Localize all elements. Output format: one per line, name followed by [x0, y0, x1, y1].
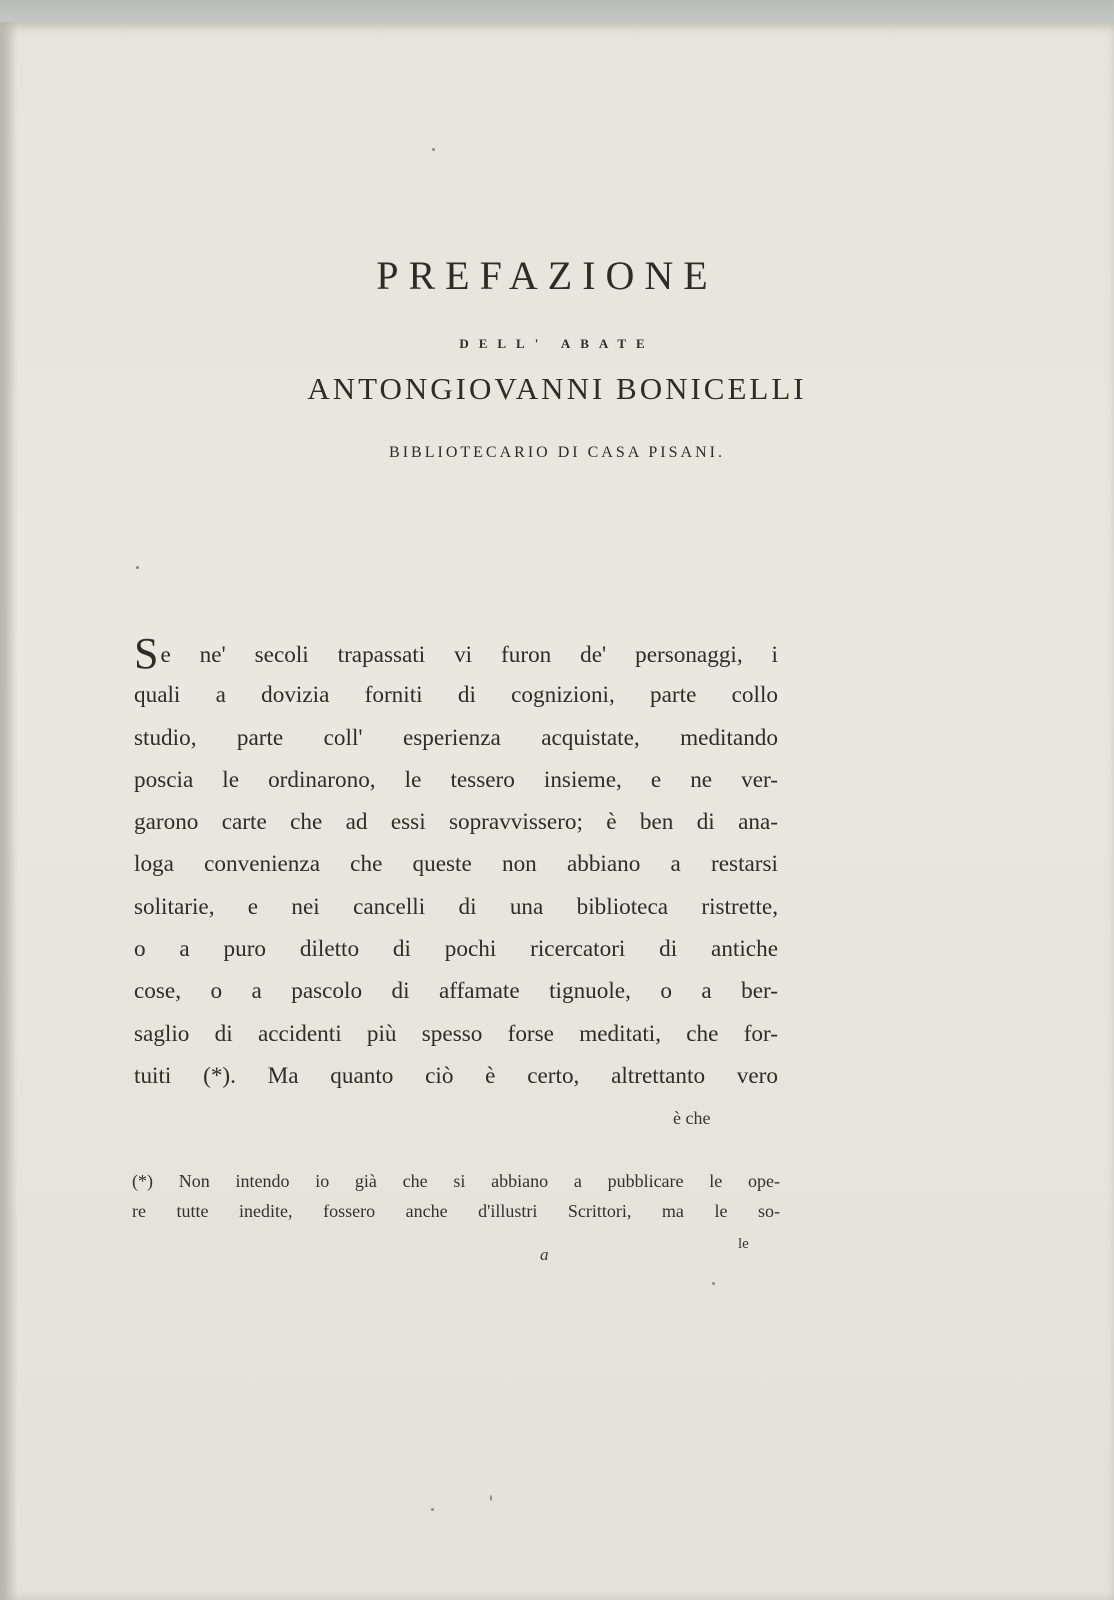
- body-line: Se ne' secoli trapassati vi furon de' personaggi, i: [134, 629, 778, 678]
- body-line: studio, parte coll' esperienza acquistate, meditando: [134, 724, 778, 751]
- body-line: tuiti (*). Ma quanto ciò è certo, altrettanto vero: [134, 1062, 778, 1089]
- body-line: loga convenienza che queste non abbiano a restarsi: [134, 851, 778, 878]
- author-prefix: DELL' ABATE: [459, 336, 655, 351]
- paper-speck: [432, 148, 435, 151]
- author-role: BIBLIOTECARIO DI CASA PISANI.: [389, 444, 725, 461]
- signature-mark: a: [540, 1245, 549, 1264]
- drop-cap: S: [134, 629, 159, 678]
- body-line: o a puro diletto di pochi ricercatori di antiche: [134, 936, 778, 963]
- body-line: cose, o a pascolo di affamate tignuole, o a ber-: [134, 978, 778, 1005]
- paper-speck: [712, 1282, 715, 1285]
- paper-speck: [431, 1508, 434, 1511]
- catchword: è che: [673, 1108, 711, 1128]
- body-line: poscia le ordinarono, le tessero insieme, e ne ver-: [134, 766, 778, 793]
- footnote-catchword: le: [738, 1236, 749, 1252]
- body-line: solitarie, e nei cancelli di una biblioteca ristrette,: [134, 893, 778, 920]
- footnote: [132, 1166, 780, 1226]
- paper-speck: [136, 566, 139, 569]
- footnote-line: re tutte inedite, fossero anche d'illustri Scrittori, ma le so-: [132, 1201, 780, 1221]
- body-line: saglio di accidenti più spesso forse meditati, che for-: [134, 1020, 778, 1047]
- footnote-line: (*) Non intendo io già che si abbiano a pubblicare le ope-: [132, 1171, 780, 1191]
- paper-speck: [490, 1495, 492, 1501]
- author-name: ANTONGIOVANNI BONICELLI: [307, 371, 807, 406]
- body-line: garono carte che ad essi sopravvissero; è ben di ana-: [134, 809, 778, 836]
- body-text: [134, 629, 778, 1097]
- page-title: PREFAZIONE: [376, 253, 718, 298]
- body-line: quali a dovizia forniti di cognizioni, parte collo: [134, 682, 778, 709]
